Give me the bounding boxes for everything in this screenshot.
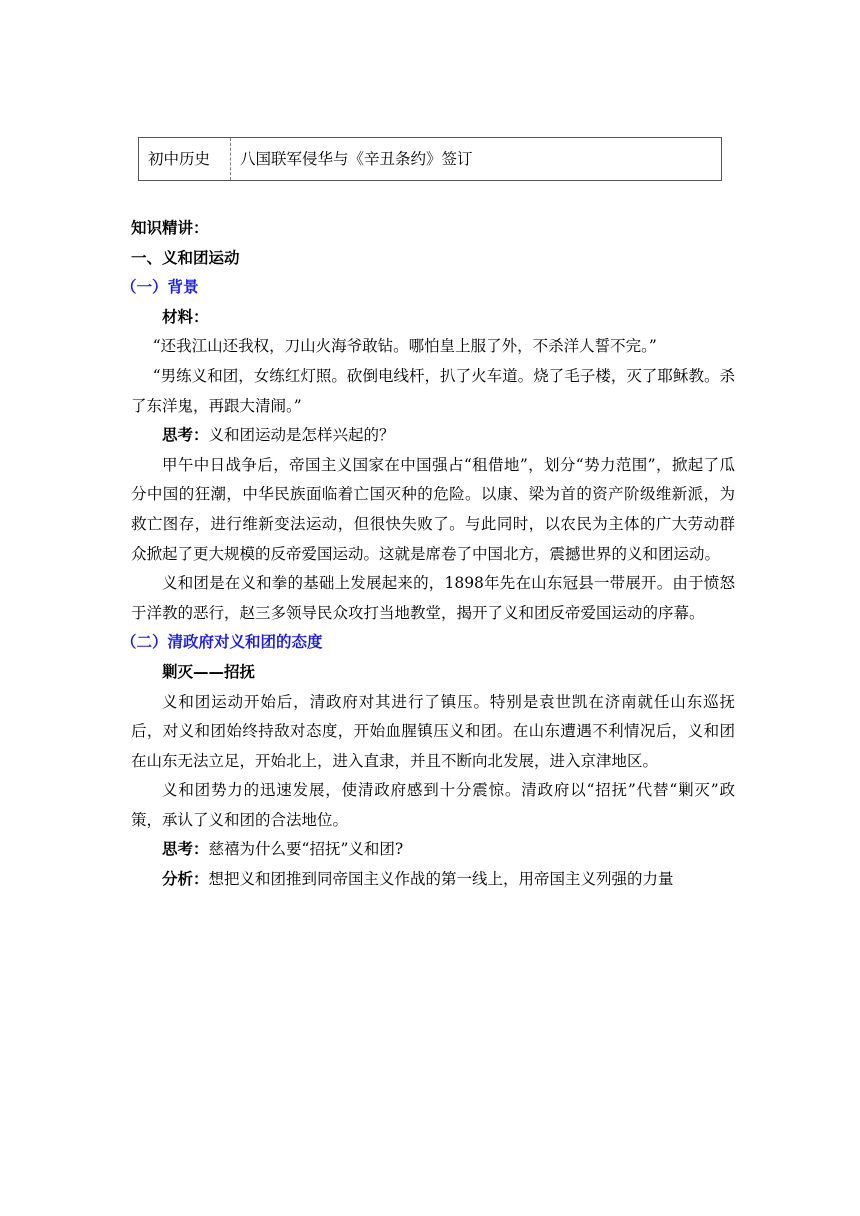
paragraph-4: 义和团势力的迅速发展，使清政府感到十分震惊。清政府以“招抚”代替“剿灭”政策，承认了义和团的合法地位。 [131, 781, 735, 829]
material-label: 材料： [162, 307, 209, 326]
analysis-text: 想把义和团推到同帝国主义作战的第一线上，用帝国主义列强的力量 [208, 870, 674, 889]
paragraph-2: 义和团是在义和拳的基础上发展起来的，1898年先在山东冠县一带展开。由于愤怒于洋教的恶行，赵三多领导民众攻打当地教堂，揭开了义和团反帝爱国运动的序幕。 [131, 574, 735, 622]
quote-2: “男练义和团，女练红灯照。砍倒电线杆，扒了火车道。烧了毛子楼，灭了耶稣教。杀了东洋鬼，再跟大清闹。” [131, 366, 735, 415]
heading-qing-attitude: （二）清政府对义和团的态度 [121, 633, 323, 652]
heading-background: （一）背景 [121, 278, 199, 297]
lesson-title-cell: 八国联军侵华与《辛丑条约》签订 [240, 150, 473, 168]
analysis-label: 分析： [162, 870, 209, 889]
think-2 [131, 835, 735, 865]
think-1 [131, 421, 735, 451]
quote-1: “还我江山还我权，刀山火海爷敢钻。哪怕皇上服了外，不杀洋人誓不完。” [152, 337, 657, 356]
lesson-content [121, 214, 735, 895]
heading-boxer-movement: 一、义和团运动 [131, 248, 240, 267]
analysis [131, 865, 735, 895]
section-label: 知识精讲： [131, 219, 209, 237]
think-2-label: 思考： [162, 840, 209, 859]
think-1-label: 思考： [162, 426, 209, 445]
paragraph-1: 甲午中日战争后，帝国主义国家在中国强占“租借地”，划分“势力范围”，掀起了瓜分中国的狂潮，中华民族面临着亡国灭种的危险。以康、梁为首的资产阶级维新派，为救亡图存，进行维新变法运动，但很快失败了。与此同时，以农民为主体的广大劳动群众掀起了更大规模的反帝爱国运动。这就是席卷了中国北方，震撼世界的义和团运动。 [131, 455, 735, 563]
think-2-text: 慈禧为什么要“招抚”义和团? [208, 840, 404, 859]
paragraph-3: 义和团运动开始后，清政府对其进行了镇压。特别是袁世凯在济南就任山东巡抚后，对义和团始终持敌对态度，开始血腥镇压义和团。在山东遭遇不利情况后，义和团在山东无法立足，开始北上，进入直隶，并且不断向北发展，进入京津地区。 [131, 692, 735, 770]
subject-cell: 初中历史 [139, 138, 231, 180]
think-1-text: 义和团运动是怎样兴起的？ [208, 426, 395, 445]
header-table [138, 137, 722, 181]
sub-heading-suppress-pacify: 剿灭——招抚 [162, 662, 256, 681]
